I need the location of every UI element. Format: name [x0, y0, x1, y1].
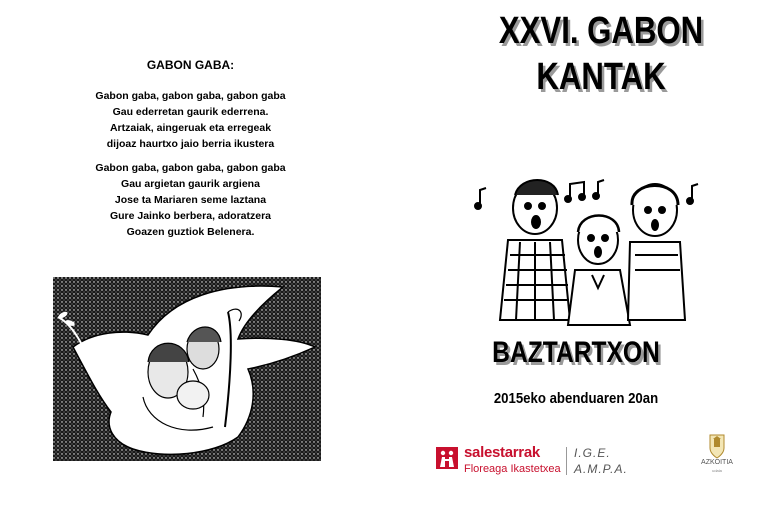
song-title: GABON GABA: [146, 58, 235, 72]
azkoitia-sub: udala [712, 468, 722, 473]
verse-line: Goazen guztiok Belenera. [126, 226, 255, 238]
place-name: BAZTARTXON [492, 336, 660, 369]
verse-line: Jose ta Mariaren seme laztana [114, 194, 267, 206]
verse-2 [0, 160, 381, 240]
salesian-name: salestarrak [464, 444, 540, 461]
verse-line: Gau ederretan gaurik ederrena. [112, 106, 269, 118]
salesian-logo-icon [436, 447, 458, 469]
azkoitia-name: AZKOITIA [701, 459, 733, 466]
verse-line: dijoaz haurtxo jaio berria ikustera [106, 138, 275, 150]
left-page [0, 0, 381, 508]
verse-line: Gabon gaba, gabon gaba, gabon gaba [95, 162, 286, 174]
verse-line: Gure Jainko berbera, adoratzera [109, 210, 272, 222]
event-date: 2015eko abenduaren 20an [493, 390, 659, 407]
azkoitia-crest-icon [697, 432, 737, 460]
logo-divider [566, 447, 567, 475]
ampa-label: A.M.P.A. [574, 462, 628, 476]
holy-family-dove-illustration [53, 277, 321, 461]
verse-1 [0, 88, 381, 152]
azkoitia-logo [697, 432, 737, 480]
main-title-line-1: XXVI. GABON [498, 10, 704, 52]
right-page [381, 0, 763, 508]
salesian-school: Floreaga Ikastetxea [464, 463, 561, 475]
singing-children-illustration [470, 170, 715, 330]
verse-line: Artzaiak, aingeruak eta erregeak [109, 122, 272, 134]
verse-line: Gabon gaba, gabon gaba, gabon gaba [95, 90, 286, 102]
ige-label: I.G.E. [574, 446, 611, 460]
main-title-line-2: KANTAK [536, 56, 666, 98]
verse-line: Gau argietan gaurik argiena [121, 178, 260, 190]
